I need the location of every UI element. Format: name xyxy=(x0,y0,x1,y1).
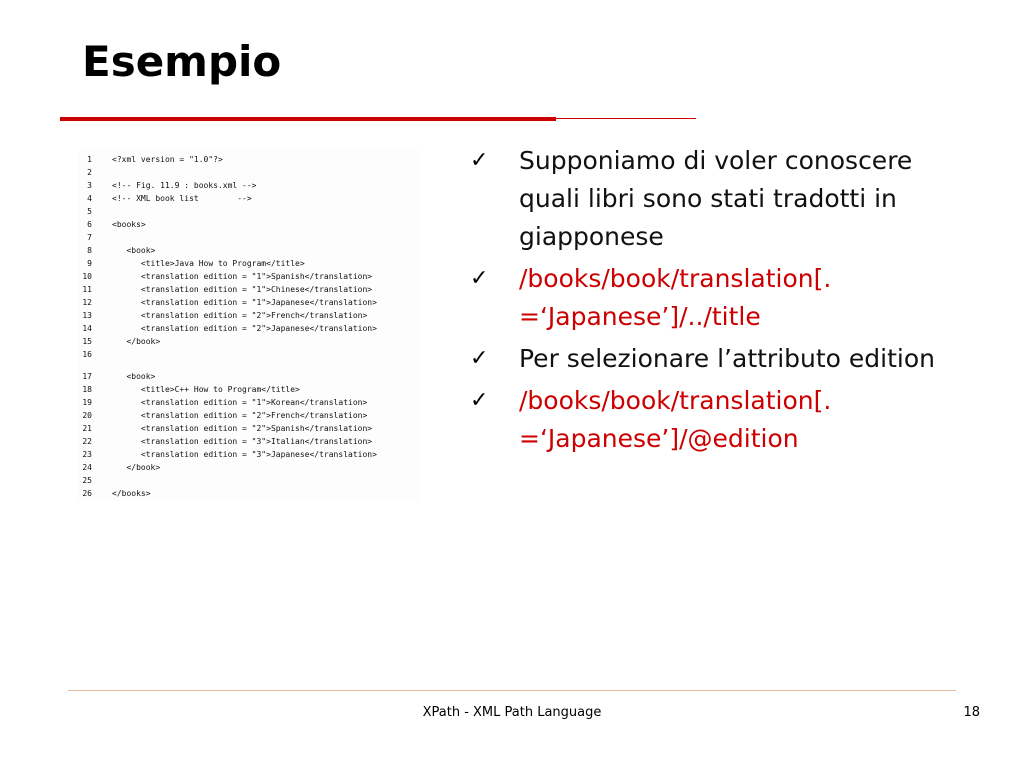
code-line-number: 11 xyxy=(82,285,92,294)
code-line-number: 10 xyxy=(82,272,92,281)
code-line xyxy=(78,218,146,231)
code-line-text: <translation edition = "2">Japanese</translation> xyxy=(112,324,377,333)
code-line xyxy=(78,205,92,218)
code-line xyxy=(78,309,368,322)
code-line xyxy=(78,461,161,474)
code-line-number: 23 xyxy=(82,450,92,459)
footer-divider xyxy=(68,690,956,691)
code-line xyxy=(78,348,92,361)
code-line xyxy=(78,283,373,296)
code-line-text: <translation edition = "1">Chinese</translation> xyxy=(112,285,373,294)
code-line xyxy=(78,474,92,487)
code-line xyxy=(78,192,252,205)
code-line xyxy=(78,409,368,422)
code-line-number: 14 xyxy=(82,324,92,333)
code-line-number: 1 xyxy=(87,155,92,164)
bullet-item xyxy=(470,142,940,256)
code-line xyxy=(78,153,223,166)
code-line xyxy=(78,244,156,257)
code-line-number: 9 xyxy=(87,259,92,268)
code-line-text: </book> xyxy=(112,463,161,472)
code-line xyxy=(78,335,161,348)
checkmark-icon: ✓ xyxy=(470,346,489,371)
code-line xyxy=(78,166,92,179)
checkmark-icon: ✓ xyxy=(470,388,489,413)
code-line-text: </book> xyxy=(112,337,161,346)
code-line-number: 22 xyxy=(82,437,92,446)
checkmark-icon: ✓ xyxy=(470,148,489,173)
code-line-text: </books> xyxy=(112,489,151,498)
code-line-number: 8 xyxy=(87,246,92,255)
code-line xyxy=(78,396,368,409)
code-line xyxy=(78,296,377,309)
bullet-item xyxy=(470,382,940,458)
footer-title: XPath - XML Path Language xyxy=(422,705,602,720)
code-line-text: <!-- Fig. 11.9 : books.xml --> xyxy=(112,181,257,190)
bullet-list xyxy=(470,142,940,462)
code-line xyxy=(78,231,92,244)
code-line-number: 20 xyxy=(82,411,92,420)
bullet-text: Supponiamo di voler conoscere quali libri sono stati tradotti in giapponese xyxy=(519,146,913,251)
code-line-number: 19 xyxy=(82,398,92,407)
bullet-text: /books/book/translation[. =‘Japanese’]/@edition xyxy=(519,386,832,453)
code-line-number: 26 xyxy=(82,489,92,498)
code-line-text: <translation edition = "2">French</translation> xyxy=(112,311,368,320)
code-line xyxy=(78,487,151,500)
code-line-text: <translation edition = "2">French</translation> xyxy=(112,411,368,420)
title-underline-extension xyxy=(556,118,696,119)
code-line xyxy=(78,435,373,448)
code-line-text: <!-- XML book list --> xyxy=(112,194,252,203)
code-line-text: <book> xyxy=(112,246,156,255)
code-line-text: <book> xyxy=(112,372,156,381)
code-line-number: 7 xyxy=(87,233,92,242)
code-line-text: <translation edition = "2">Spanish</translation> xyxy=(112,424,373,433)
code-line-text: <title>C++ How to Program</title> xyxy=(112,385,300,394)
code-line-text: <translation edition = "1">Japanese</translation> xyxy=(112,298,377,307)
code-line-number: 21 xyxy=(82,424,92,433)
code-line-text: <translation edition = "3">Italian</translation> xyxy=(112,437,373,446)
bullet-item xyxy=(470,260,940,336)
bullet-text: /books/book/translation[. =‘Japanese’]/../title xyxy=(519,264,832,331)
code-line xyxy=(78,322,377,335)
code-line-number: 17 xyxy=(82,372,92,381)
checkmark-icon: ✓ xyxy=(470,266,489,291)
bullet-text: Per selezionare l’attributo edition xyxy=(519,344,935,373)
xml-code-listing xyxy=(78,150,420,502)
code-line-number: 2 xyxy=(87,168,92,177)
title-underline xyxy=(60,117,556,121)
code-line xyxy=(78,179,257,192)
code-line-number: 24 xyxy=(82,463,92,472)
code-line-number: 15 xyxy=(82,337,92,346)
code-line-number: 13 xyxy=(82,311,92,320)
code-line xyxy=(78,383,300,396)
code-line-text: <translation edition = "3">Japanese</translation> xyxy=(112,450,377,459)
code-line-number: 25 xyxy=(82,476,92,485)
page-number: 18 xyxy=(963,705,980,720)
code-line-text: <title>Java How to Program</title> xyxy=(112,259,305,268)
bullet-item xyxy=(470,340,940,378)
code-line-text: <translation edition = "1">Spanish</translation> xyxy=(112,272,373,281)
code-line xyxy=(78,270,373,283)
slide-title: Esempio xyxy=(82,37,282,86)
code-line-number: 3 xyxy=(87,181,92,190)
code-line-number: 5 xyxy=(87,207,92,216)
code-line xyxy=(78,370,156,383)
code-line-number: 16 xyxy=(82,350,92,359)
code-line-number: 12 xyxy=(82,298,92,307)
code-line xyxy=(78,257,305,270)
code-line-number: 18 xyxy=(82,385,92,394)
code-line-text: <books> xyxy=(112,220,146,229)
code-line-number: 4 xyxy=(87,194,92,203)
code-line-text: <?xml version = "1.0"?> xyxy=(112,155,223,164)
code-line xyxy=(78,448,377,461)
code-line-number: 6 xyxy=(87,220,92,229)
code-line-text: <translation edition = "1">Korean</translation> xyxy=(112,398,368,407)
code-line xyxy=(78,422,373,435)
